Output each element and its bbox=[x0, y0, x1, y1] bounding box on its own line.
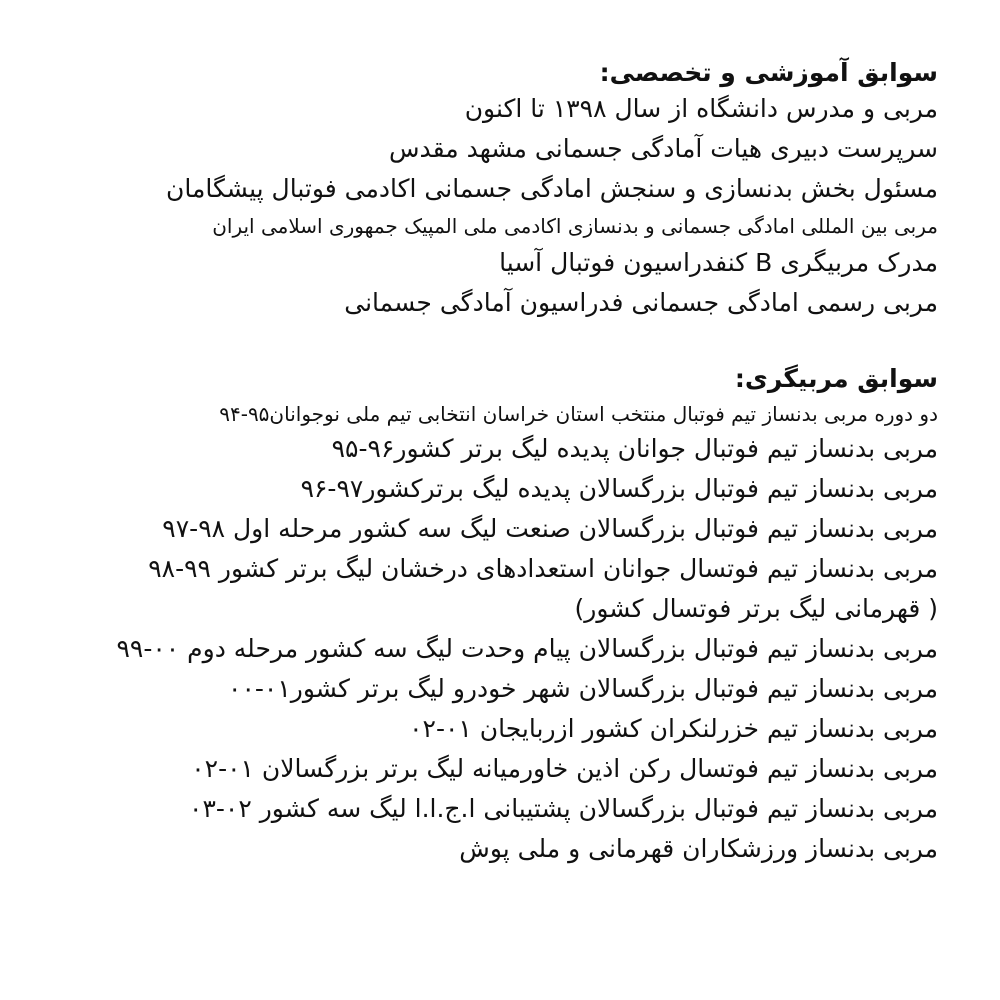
educational-item: سرپرست دبیری هیات آمادگی جسمانی مشهد مقدس bbox=[388, 134, 938, 163]
coaching-heading: سوابق مربیگری: bbox=[734, 364, 938, 393]
coaching-item: ( قهرمانی لیگ برتر فوتسال کشور) bbox=[574, 594, 938, 623]
coaching-item: مربی بدنساز تیم فوتسال رکن اذین خاورمیانه لیگ برتر بزرگسالان ۰۱-۰۲ bbox=[191, 754, 938, 783]
coaching-item: دو دوره مربی بدنساز تیم فوتبال منتخب استان خراسان انتخابی تیم ملی نوجوانان۹۵-۹۴ bbox=[219, 402, 938, 426]
educational-item: مربی رسمی امادگی جسمانی فدراسیون آمادگی جسمانی bbox=[344, 288, 938, 317]
coaching-item: مربی بدنساز ورزشکاران قهرمانی و ملی پوش bbox=[459, 834, 938, 863]
educational-item: مربی و مدرس دانشگاه از سال ۱۳۹۸ تا اکنون bbox=[464, 94, 938, 123]
coaching-item: مربی بدنساز تیم فوتبال بزرگسالان پیام وحدت لیگ سه کشور مرحله دوم ۰۰-۹۹ bbox=[116, 634, 938, 663]
educational-item: مدرک مربیگری B کنفدراسیون فوتبال آسیا bbox=[499, 248, 938, 277]
coaching-item: مربی بدنساز تیم خزرلنکران کشور ازربایجان ۰۱-۰۲ bbox=[409, 714, 938, 743]
coaching-item: مربی بدنساز تیم فوتبال بزرگسالان صنعت لیگ سه کشور مرحله اول ۹۸-۹۷ bbox=[162, 514, 938, 543]
coaching-item: مربی بدنساز تیم فوتبال جوانان پدیده لیگ برتر کشور۹۶-۹۵ bbox=[331, 434, 938, 463]
coaching-item: مربی بدنساز تیم فوتبال بزرگسالان پشتیبانی ا.ج.ا.ا لیگ سه کشور ۰۲-۰۳ bbox=[189, 794, 938, 823]
educational-item: مربی بین المللی امادگی جسمانی و بدنسازی اکادمی ملی المپیک جمهوری اسلامی ایران bbox=[212, 214, 938, 238]
coaching-item: مربی بدنساز تیم فوتسال جوانان استعدادهای درخشان لیگ برتر کشور ۹۹-۹۸ bbox=[148, 554, 938, 583]
educational-item: مسئول بخش بدنسازی و سنجش امادگی جسمانی اکادمی فوتبال پیشگامان bbox=[166, 174, 938, 203]
educational-heading: سوابق آموزشی و تخصصی: bbox=[599, 58, 938, 87]
coaching-item: مربی بدنساز تیم فوتبال بزرگسالان شهر خودرو لیگ برتر کشور۰۱-۰۰ bbox=[228, 674, 938, 703]
coaching-item: مربی بدنساز تیم فوتبال بزرگسالان پدیده لیگ برترکشور۹۷-۹۶ bbox=[300, 474, 938, 503]
